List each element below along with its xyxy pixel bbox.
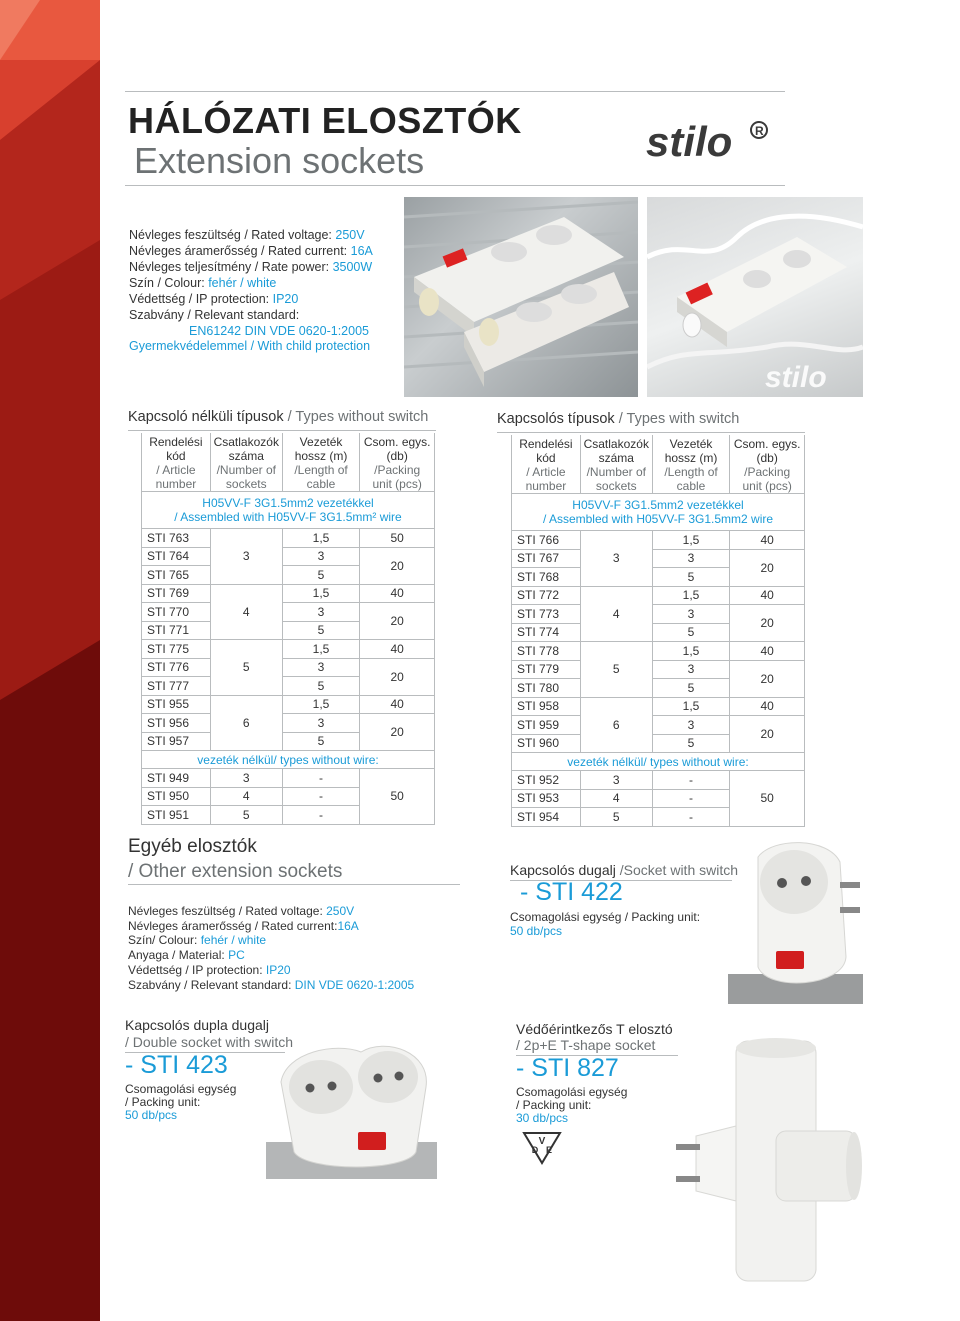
article-code-cell: STI 955 bbox=[142, 695, 211, 714]
table-row bbox=[142, 769, 435, 788]
header-packing bbox=[730, 435, 805, 494]
assembled-row bbox=[142, 492, 435, 529]
socket-with-switch-illustration bbox=[728, 837, 863, 1004]
right-table-heading bbox=[497, 411, 739, 427]
text-line: DIN VDE 0620-1:2005 bbox=[294, 977, 415, 992]
text-line: Védettség / IP protection: bbox=[128, 962, 266, 977]
svg-text:E: E bbox=[545, 1145, 553, 1155]
table-cell: 40 bbox=[730, 531, 805, 550]
page-title-hu: HÁLÓZATI ELOSZTÓK bbox=[128, 100, 522, 141]
table-cell: - bbox=[652, 808, 730, 827]
sti827-title-en: / 2p+E T-shape socket bbox=[516, 1037, 656, 1053]
table-cell: 20 bbox=[730, 549, 805, 586]
sti827-pack-label1: Csomagolási egység bbox=[516, 1085, 628, 1099]
article-code-cell: STI 951 bbox=[142, 806, 211, 825]
header-cable bbox=[282, 433, 360, 492]
article-code-cell: STI 956 bbox=[142, 714, 211, 733]
table-cell: 20 bbox=[360, 658, 435, 695]
table-row bbox=[142, 603, 435, 622]
spec-voltage bbox=[128, 904, 414, 919]
spec-material bbox=[128, 948, 414, 963]
text-line: Vezeték bbox=[669, 437, 713, 451]
spec-voltage bbox=[129, 227, 373, 243]
table-cell: 5 bbox=[282, 566, 360, 585]
article-code-cell: STI 773 bbox=[512, 605, 581, 624]
spec-value: 16A bbox=[350, 244, 373, 258]
article-code-cell: STI 950 bbox=[142, 787, 211, 806]
table-cell: 50 bbox=[360, 529, 435, 548]
other-title-en: / Other extension sockets bbox=[128, 861, 343, 882]
table-row bbox=[142, 695, 435, 714]
assembled-note: H05VV-F 3G1.5mm2 vezetékkel / Assembled with H05VV-F 3G1.5mm2 wire bbox=[512, 494, 805, 531]
spec-ip bbox=[129, 291, 373, 307]
table-cell: 40 bbox=[360, 640, 435, 659]
table-cell: 4 bbox=[210, 787, 282, 806]
extension-socket-photo-2 bbox=[647, 197, 863, 397]
header-article bbox=[142, 433, 211, 492]
spec-standard-value: EN61242 DIN VDE 0620-1:2005 bbox=[189, 324, 369, 338]
table-cell: - bbox=[282, 769, 360, 788]
article-code-cell: STI 778 bbox=[512, 642, 581, 661]
article-code-cell: STI 949 bbox=[142, 769, 211, 788]
assembled-note: H05VV-F 3G1.5mm2 vezetékkel / Assembled with H05VV-F 3G1.5mm² wire bbox=[142, 492, 435, 529]
text-line: IP20 bbox=[265, 962, 291, 977]
right-product-table bbox=[511, 435, 805, 827]
extension-socket-photo-1 bbox=[404, 197, 638, 397]
sti827-pack-value: 30 db/pcs bbox=[516, 1111, 569, 1125]
table-header-row bbox=[512, 435, 805, 494]
text-line: kód bbox=[166, 449, 186, 463]
table-cell: 3 bbox=[652, 716, 730, 735]
sti422-title: Kapcsolós dugalj /Socket with switch bbox=[510, 862, 739, 878]
table-cell: 3 bbox=[652, 660, 730, 679]
text-line: cable bbox=[676, 479, 706, 493]
text-line: /Number of bbox=[216, 463, 276, 477]
spec-colour bbox=[128, 933, 414, 948]
article-code-cell: STI 959 bbox=[512, 716, 581, 735]
heading-en: / Types without switch bbox=[283, 409, 429, 425]
article-code-cell: STI 953 bbox=[512, 789, 581, 808]
table-cell: - bbox=[282, 806, 360, 825]
table-row bbox=[142, 529, 435, 548]
article-code-cell: STI 764 bbox=[142, 547, 211, 566]
text-line: Szín/ Colour: bbox=[128, 933, 201, 948]
table-cell: 20 bbox=[730, 605, 805, 642]
text-line: / Article bbox=[526, 465, 566, 479]
spec-label: Szabvány / Relevant standard: bbox=[129, 308, 300, 322]
heading-hu: Kapcsoló nélküli típusok bbox=[128, 409, 284, 425]
right-heading-rule bbox=[497, 432, 805, 433]
left-product-table bbox=[141, 433, 435, 825]
table-cell: 4 bbox=[210, 584, 282, 640]
table-cell: 5 bbox=[652, 568, 730, 587]
spec-ip bbox=[128, 963, 414, 978]
sti422-pack-label: Csomagolási egység / Packing unit: bbox=[510, 910, 701, 924]
text-line: number bbox=[155, 477, 197, 491]
other-specs-block bbox=[128, 904, 414, 992]
table-cell: 50 bbox=[730, 771, 805, 827]
text-line: Rendelési bbox=[149, 435, 203, 449]
spec-label: Névleges áramerősség / Rated current: bbox=[129, 244, 351, 258]
article-code-cell: STI 770 bbox=[142, 603, 211, 622]
table-cell: 5 bbox=[282, 621, 360, 640]
text-line: Anyaga / Material: bbox=[128, 948, 229, 963]
spec-label: Névleges teljesítmény / Rate power: bbox=[129, 260, 333, 274]
table-cell: 40 bbox=[730, 697, 805, 716]
article-code-cell: STI 763 bbox=[142, 529, 211, 548]
article-code-cell: STI 957 bbox=[142, 732, 211, 751]
text-line: Csatlakozók bbox=[583, 437, 649, 451]
article-code-cell: STI 952 bbox=[512, 771, 581, 790]
text-line: kód bbox=[536, 451, 556, 465]
table-cell: 1,5 bbox=[652, 697, 730, 716]
table-row bbox=[142, 658, 435, 677]
table-cell: 3 bbox=[282, 714, 360, 733]
sti423-code: - STI 423 bbox=[125, 1051, 228, 1079]
table-cell: 3 bbox=[652, 605, 730, 624]
table-row bbox=[142, 584, 435, 603]
decorative-side-band bbox=[0, 0, 100, 1321]
table-cell: 6 bbox=[580, 697, 652, 753]
sti827-title-hu: Védőérintkezős T elosztó bbox=[516, 1021, 673, 1037]
table-cell: 5 bbox=[652, 679, 730, 698]
spec-value: IP20 bbox=[272, 292, 299, 306]
article-code-cell: STI 960 bbox=[512, 734, 581, 753]
heading-hu: Kapcsolós típusok bbox=[497, 411, 615, 427]
stilo-logo-mark bbox=[644, 114, 774, 164]
table-row bbox=[512, 531, 805, 550]
vde-mark-icon bbox=[522, 1131, 562, 1165]
article-code-cell: STI 779 bbox=[512, 660, 581, 679]
text-line: cable bbox=[306, 477, 336, 491]
text-line: fehér / white bbox=[200, 933, 267, 948]
sti423-title-en: / Double socket with switch bbox=[125, 1034, 294, 1050]
article-code-cell: STI 780 bbox=[512, 679, 581, 698]
t-shape-socket-illustration bbox=[676, 1036, 863, 1286]
sti827-code: - STI 827 bbox=[516, 1054, 619, 1082]
article-code-cell: STI 776 bbox=[142, 658, 211, 677]
without-wire-row bbox=[142, 751, 435, 769]
header-sockets bbox=[210, 433, 282, 492]
double-socket-illustration bbox=[266, 1032, 437, 1179]
table-cell: 5 bbox=[652, 734, 730, 753]
table-cell: - bbox=[282, 787, 360, 806]
text-line: number bbox=[525, 479, 567, 493]
text-line: hossz (m) bbox=[664, 451, 718, 465]
other-title-rule bbox=[128, 884, 460, 885]
text-line: sockets bbox=[595, 479, 637, 493]
without-wire-row bbox=[512, 753, 805, 771]
table-cell: 3 bbox=[282, 603, 360, 622]
left-heading-rule bbox=[128, 430, 436, 431]
table-cell: 40 bbox=[730, 642, 805, 661]
header-article bbox=[512, 435, 581, 494]
table-cell: 3 bbox=[282, 658, 360, 677]
header-cable bbox=[652, 435, 730, 494]
article-code-cell: STI 769 bbox=[142, 584, 211, 603]
table-cell: 5 bbox=[282, 732, 360, 751]
table-cell: 1,5 bbox=[282, 529, 360, 548]
table-row bbox=[512, 605, 805, 624]
text-line: hossz (m) bbox=[294, 449, 348, 463]
table-row bbox=[142, 640, 435, 659]
table-cell: 5 bbox=[652, 623, 730, 642]
without-wire-note: vezeték nélkül/ types without wire: bbox=[142, 751, 435, 769]
text-line: /Length of bbox=[664, 465, 718, 479]
table-cell: 5 bbox=[210, 806, 282, 825]
other-title-hu: Egyéb elosztók bbox=[128, 836, 257, 857]
header-top-rule bbox=[125, 91, 785, 92]
text-line: / Article bbox=[156, 463, 196, 477]
sti423-title-hu: Kapcsolós dupla dugalj bbox=[125, 1017, 269, 1033]
text-line: Vezeték bbox=[299, 435, 343, 449]
table-cell: 3 bbox=[652, 549, 730, 568]
spec-standard bbox=[128, 978, 414, 993]
table-cell: 50 bbox=[360, 769, 435, 825]
spec-power bbox=[129, 259, 373, 275]
table-header-row bbox=[142, 433, 435, 492]
article-code-cell: STI 771 bbox=[142, 621, 211, 640]
text-line: Csom. egys. bbox=[363, 435, 431, 449]
table-cell: 20 bbox=[730, 716, 805, 753]
article-code-cell: STI 766 bbox=[512, 531, 581, 550]
table-cell: 20 bbox=[360, 603, 435, 640]
header-packing bbox=[360, 433, 435, 492]
table-row bbox=[512, 660, 805, 679]
table-cell: 40 bbox=[360, 695, 435, 714]
assembled-row bbox=[512, 494, 805, 531]
spec-label: Védettség / IP protection: bbox=[129, 292, 273, 306]
article-code-cell: STI 958 bbox=[512, 697, 581, 716]
page-title-en: Extension sockets bbox=[134, 140, 425, 181]
table-cell: 3 bbox=[210, 529, 282, 585]
text-line: (db) bbox=[756, 451, 778, 465]
article-code-cell: STI 768 bbox=[512, 568, 581, 587]
photo-watermark-logo: stilo bbox=[765, 361, 827, 394]
socket-strip-switch-illustration bbox=[647, 197, 863, 397]
table-cell: 4 bbox=[580, 586, 652, 642]
spec-value: 250V bbox=[335, 228, 365, 242]
sti422-pack-value: 50 db/pcs bbox=[510, 924, 563, 938]
text-line: száma bbox=[228, 449, 264, 463]
spec-value: fehér / white bbox=[208, 276, 277, 290]
table-cell: 3 bbox=[580, 531, 652, 587]
article-code-cell: STI 775 bbox=[142, 640, 211, 659]
text-line: száma bbox=[598, 451, 634, 465]
table-cell: 5 bbox=[210, 640, 282, 696]
header-bottom-rule bbox=[125, 185, 785, 186]
table-row bbox=[512, 771, 805, 790]
text-line: PC bbox=[228, 948, 245, 963]
sti423-pack-value: 50 db/pcs bbox=[125, 1108, 178, 1122]
sti423-pack-label1: Csomagolási egység bbox=[125, 1082, 237, 1096]
sti423-photo bbox=[266, 1032, 437, 1179]
specs-block bbox=[129, 227, 373, 339]
table-row bbox=[512, 716, 805, 735]
text-line: /Length of bbox=[294, 463, 348, 477]
text-line: Csom. egys. bbox=[733, 437, 801, 451]
text-line: /Number of bbox=[586, 465, 646, 479]
sti422-code: - STI 422 bbox=[520, 878, 623, 906]
text-line: Névleges áramerősség / Rated current: bbox=[128, 918, 338, 933]
text-line: unit (pcs) bbox=[742, 479, 792, 493]
table-cell: 1,5 bbox=[652, 642, 730, 661]
table-cell: 5 bbox=[282, 677, 360, 696]
spec-colour bbox=[129, 275, 373, 291]
spec-label: Névleges feszültség / Rated voltage: bbox=[129, 228, 336, 242]
article-code-cell: STI 954 bbox=[512, 808, 581, 827]
sti422-photo bbox=[728, 837, 863, 1004]
table-cell: 20 bbox=[730, 660, 805, 697]
table-cell: 40 bbox=[360, 584, 435, 603]
spec-standard bbox=[129, 307, 373, 323]
spec-current bbox=[128, 919, 414, 934]
table-cell: 1,5 bbox=[282, 640, 360, 659]
table-cell: 20 bbox=[360, 714, 435, 751]
table-row bbox=[142, 714, 435, 733]
text-line: Szabvány / Relevant standard: bbox=[128, 977, 295, 992]
table-cell: 3 bbox=[282, 547, 360, 566]
vde-triangle-icon bbox=[522, 1131, 562, 1165]
socket-strip-illustration bbox=[404, 197, 638, 397]
article-code-cell: STI 767 bbox=[512, 549, 581, 568]
table-cell: 4 bbox=[580, 789, 652, 808]
spec-value: 3500W bbox=[332, 260, 373, 274]
article-code-cell: STI 765 bbox=[142, 566, 211, 585]
text-line: sockets bbox=[225, 477, 267, 491]
text-line: Névleges feszültség / Rated voltage: bbox=[128, 904, 327, 918]
table-row bbox=[512, 642, 805, 661]
svg-text:R: R bbox=[755, 124, 764, 138]
sti423-pack-label2: / Packing unit: bbox=[125, 1095, 201, 1109]
heading-en: / Types with switch bbox=[614, 411, 740, 427]
without-wire-note: vezeték nélkül/ types without wire: bbox=[512, 753, 805, 771]
stilo-logo bbox=[644, 114, 774, 164]
article-code-cell: STI 772 bbox=[512, 586, 581, 605]
table-cell: 1,5 bbox=[282, 695, 360, 714]
svg-text:V: V bbox=[538, 1136, 546, 1147]
child-protection-note: Gyermekvédelemmel / With child protection bbox=[129, 339, 371, 353]
table-cell: - bbox=[652, 789, 730, 808]
article-code-cell: STI 774 bbox=[512, 623, 581, 642]
spec-current bbox=[129, 243, 373, 259]
spec-label: Szín / Colour: bbox=[129, 276, 209, 290]
table-row bbox=[512, 586, 805, 605]
article-code-cell: STI 777 bbox=[142, 677, 211, 696]
svg-text:D: D bbox=[531, 1145, 539, 1155]
table-cell: 20 bbox=[360, 547, 435, 584]
table-row bbox=[512, 549, 805, 568]
text-line: (db) bbox=[386, 449, 408, 463]
table-cell: 1,5 bbox=[282, 584, 360, 603]
text-line: Rendelési bbox=[519, 437, 573, 451]
left-table-heading bbox=[128, 409, 428, 425]
text-line: /Packing bbox=[374, 463, 421, 477]
table-row bbox=[512, 697, 805, 716]
text-line: Csatlakozók bbox=[213, 435, 279, 449]
table-row bbox=[142, 547, 435, 566]
text-line: 250V bbox=[326, 904, 355, 918]
table-cell: 3 bbox=[580, 771, 652, 790]
text-line: /Packing bbox=[744, 465, 791, 479]
text-line: unit (pcs) bbox=[372, 477, 422, 491]
table-cell: - bbox=[652, 771, 730, 790]
table-cell: 6 bbox=[210, 695, 282, 751]
table-cell: 5 bbox=[580, 808, 652, 827]
table-cell: 1,5 bbox=[652, 531, 730, 550]
table-cell: 5 bbox=[580, 642, 652, 698]
stilo-logo-text: stilo bbox=[646, 118, 733, 164]
table-cell: 1,5 bbox=[652, 586, 730, 605]
text-line: 16A bbox=[337, 918, 359, 933]
table-cell: 3 bbox=[210, 769, 282, 788]
sti827-photo bbox=[676, 1036, 863, 1286]
header-sockets bbox=[580, 435, 652, 494]
table-cell: 40 bbox=[730, 586, 805, 605]
sti827-pack-label2: / Packing unit: bbox=[516, 1098, 592, 1112]
